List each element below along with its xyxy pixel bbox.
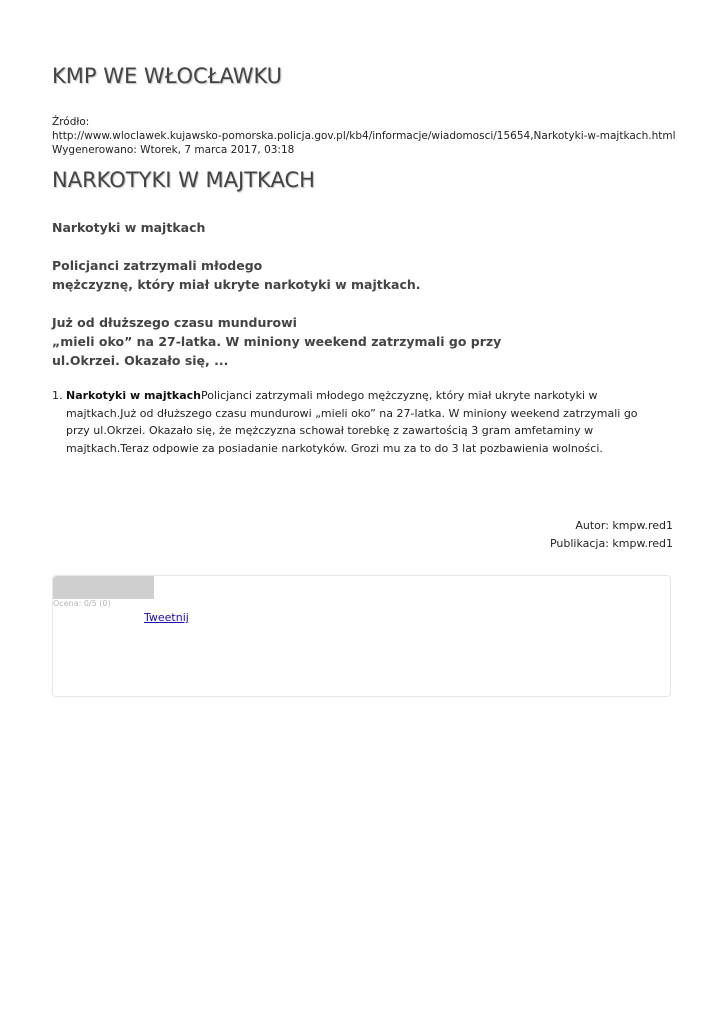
lead-excerpt-line-3: ul.Okrzei. Okazało się, ... <box>52 353 229 368</box>
author-line: Autor: kmpw.red1 <box>575 519 673 532</box>
source-meta <box>52 115 675 157</box>
rating-stars-bar[interactable] <box>53 576 154 599</box>
tweet-link[interactable]: Tweetnij <box>144 611 189 624</box>
lead-excerpt <box>52 313 501 370</box>
lead-summary-line-1: Policjanci zatrzymali młodego <box>52 258 263 273</box>
list-item-number: 1. <box>52 389 63 402</box>
lead-heading: Narkotyki w majtkach <box>52 220 206 235</box>
author-block <box>550 517 673 553</box>
source-url: http://www.wloclawek.kujawsko-pomorska.policja.gov.pl/kb4/informacje/wiadomosci/15654,Narkotyki-w-majtkach.html <box>52 130 676 142</box>
lead-excerpt-line-1: Już od dłuższego czasu mundurowi <box>52 315 297 330</box>
lead-excerpt-line-2: „mieli oko” na 27-latka. W miniony weekend zatrzymali go przy <box>52 334 502 349</box>
article-title: NARKOTYKI W MAJTKACH <box>52 168 315 192</box>
site-title: KMP WE WŁOCŁAWKU <box>52 64 283 88</box>
source-label: Źródło: <box>52 116 90 128</box>
list-item <box>52 387 652 457</box>
rating-score: Ocena: 0/5 (0) <box>53 599 111 608</box>
list-item-title: Narkotyki w majtkach <box>66 389 201 402</box>
article-list <box>52 387 652 457</box>
lead-summary-line-2: mężczyznę, który miał ukryte narkotyki w majtkach. <box>52 277 421 292</box>
list-item-text: Policjanci zatrzymali młodego mężczyznę, który miał ukryte narkotyki w majtkach.Już od dłuższego czasu mundurowi „mieli oko” na 27-latka. W miniony weekend zatrzymali go przy ul.Okrzei. Okazało się, że mężczyzna schował torebkę z zawartością 3 gram amfetaminy w majtkach.Teraz odpowie za posiadanie narkotyków. Grozi mu za to do 3 lat pozbawienia wolności. <box>66 389 638 455</box>
lead-summary <box>52 256 421 294</box>
publication-line: Publikacja: kmpw.red1 <box>549 537 673 550</box>
generated-date: Wygenerowano: Wtorek, 7 marca 2017, 03:18 <box>52 144 295 156</box>
rating-box <box>52 575 671 697</box>
